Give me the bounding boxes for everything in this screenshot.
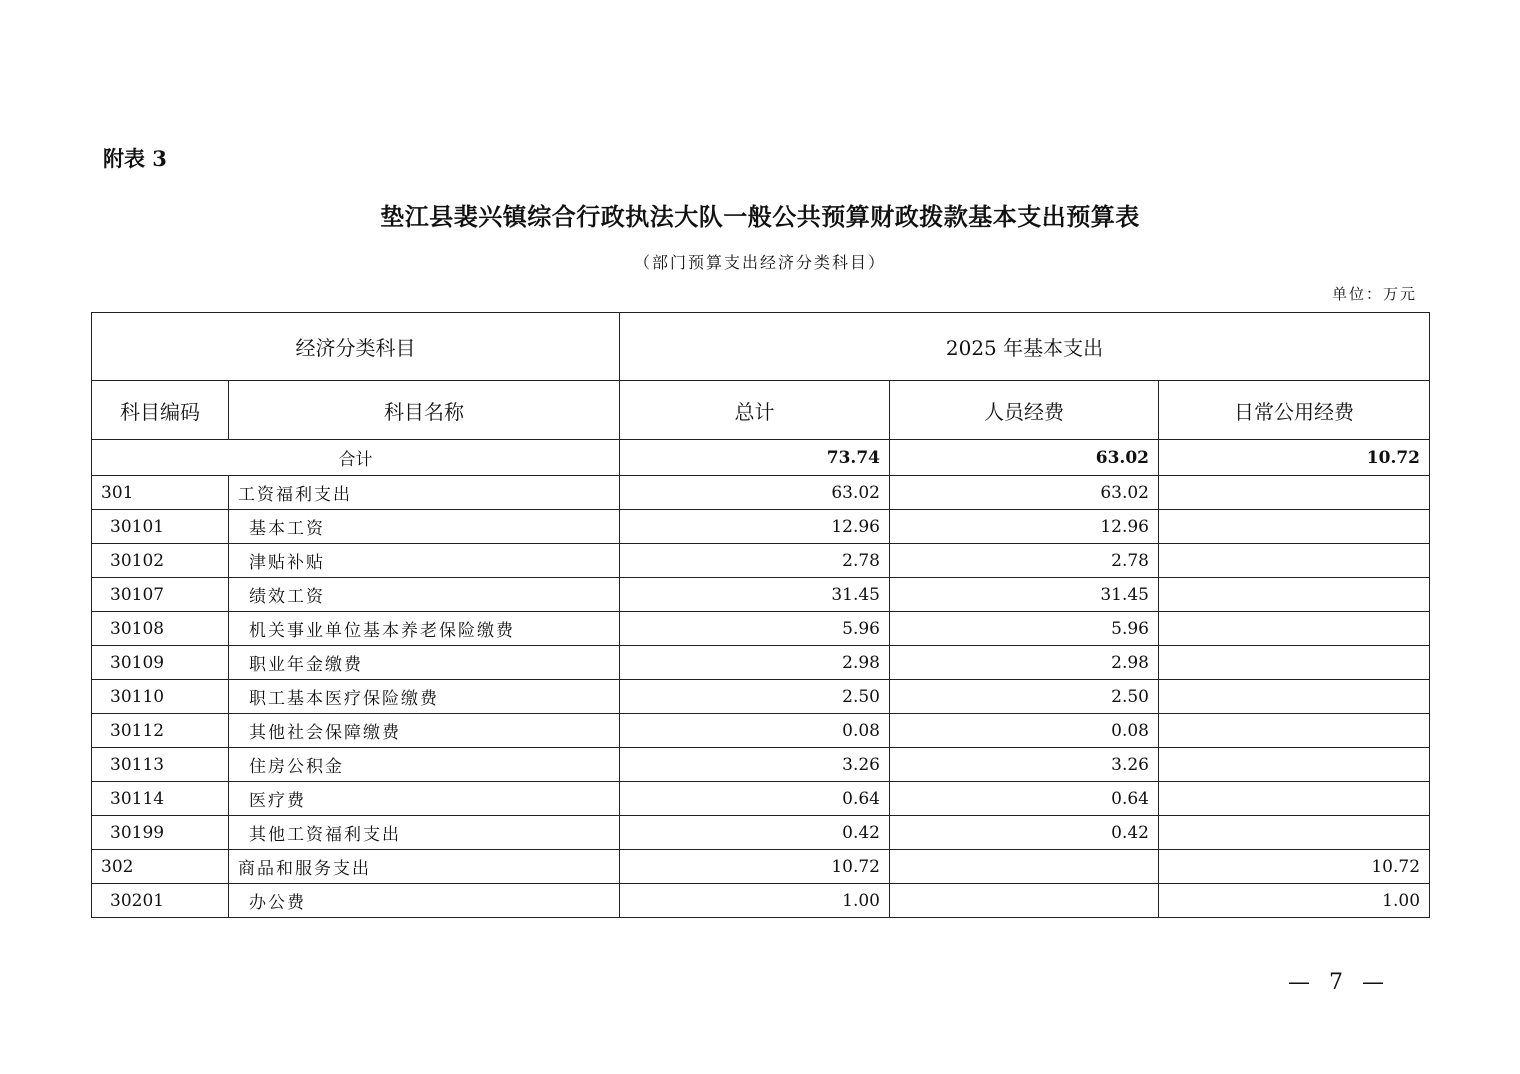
table-row <box>92 612 1430 646</box>
row-personnel-expense: 2.78 <box>890 544 1159 578</box>
row-subject-code: 30112 <box>92 714 229 748</box>
header-subject-name: 科目名称 <box>229 381 620 440</box>
row-subject-name: 绩效工资 <box>229 578 620 612</box>
row-public-expense <box>1159 646 1430 680</box>
row-total: 31.45 <box>620 578 890 612</box>
document-title: 垫江县裴兴镇综合行政执法大队一般公共预算财政拨款基本支出预算表 <box>380 202 1140 231</box>
row-total: 63.02 <box>620 476 890 510</box>
row-subject-name: 职工基本医疗保险缴费 <box>229 680 620 714</box>
row-personnel-expense <box>890 850 1159 884</box>
row-public-expense <box>1159 544 1430 578</box>
total-sum: 73.74 <box>620 440 890 476</box>
row-subject-name: 工资福利支出 <box>229 476 620 510</box>
table-row <box>92 884 1430 918</box>
row-public-expense <box>1159 476 1430 510</box>
row-subject-code: 30114 <box>92 782 229 816</box>
row-subject-name: 基本工资 <box>229 510 620 544</box>
row-subject-code: 301 <box>92 476 229 510</box>
table-row <box>92 850 1430 884</box>
row-subject-name: 其他工资福利支出 <box>229 816 620 850</box>
table-row <box>92 510 1430 544</box>
row-subject-name: 机关事业单位基本养老保险缴费 <box>229 612 620 646</box>
row-subject-name: 津贴补贴 <box>229 544 620 578</box>
row-personnel-expense: 0.64 <box>890 782 1159 816</box>
row-public-expense <box>1159 578 1430 612</box>
row-public-expense: 10.72 <box>1159 850 1430 884</box>
row-total: 2.98 <box>620 646 890 680</box>
row-total: 10.72 <box>620 850 890 884</box>
row-public-expense: 1.00 <box>1159 884 1430 918</box>
row-public-expense <box>1159 816 1430 850</box>
row-total: 2.78 <box>620 544 890 578</box>
row-personnel-expense: 2.98 <box>890 646 1159 680</box>
row-subject-name: 职业年金缴费 <box>229 646 620 680</box>
row-subject-name: 住房公积金 <box>229 748 620 782</box>
table-header-group-row <box>92 313 1430 381</box>
header-economic-classification: 经济分类科目 <box>92 313 620 381</box>
row-total: 1.00 <box>620 884 890 918</box>
row-personnel-expense: 5.96 <box>890 612 1159 646</box>
row-personnel-expense: 2.50 <box>890 680 1159 714</box>
table-total-row <box>92 440 1430 476</box>
row-subject-code: 30101 <box>92 510 229 544</box>
table-row <box>92 748 1430 782</box>
page-number: — 7 — <box>1288 970 1390 995</box>
row-subject-code: 30110 <box>92 680 229 714</box>
total-public: 10.72 <box>1159 440 1430 476</box>
row-personnel-expense: 63.02 <box>890 476 1159 510</box>
row-total: 12.96 <box>620 510 890 544</box>
row-subject-code: 30108 <box>92 612 229 646</box>
header-public-expense: 日常公用经费 <box>1159 381 1430 440</box>
row-public-expense <box>1159 748 1430 782</box>
row-public-expense <box>1159 714 1430 748</box>
row-personnel-expense: 3.26 <box>890 748 1159 782</box>
header-total: 总计 <box>620 381 890 440</box>
row-total: 0.08 <box>620 714 890 748</box>
table-row <box>92 680 1430 714</box>
row-subject-code: 30102 <box>92 544 229 578</box>
row-subject-code: 30199 <box>92 816 229 850</box>
table-header-row <box>92 381 1430 440</box>
budget-table <box>91 312 1430 918</box>
row-personnel-expense: 31.45 <box>890 578 1159 612</box>
row-personnel-expense <box>890 884 1159 918</box>
row-total: 0.42 <box>620 816 890 850</box>
row-subject-name: 商品和服务支出 <box>229 850 620 884</box>
row-subject-name: 医疗费 <box>229 782 620 816</box>
total-personnel: 63.02 <box>890 440 1159 476</box>
table-row <box>92 646 1430 680</box>
header-personnel-expense: 人员经费 <box>890 381 1159 440</box>
row-total: 3.26 <box>620 748 890 782</box>
table-row <box>92 544 1430 578</box>
table-row <box>92 782 1430 816</box>
row-total: 5.96 <box>620 612 890 646</box>
row-public-expense <box>1159 782 1430 816</box>
total-label: 合计 <box>92 440 620 476</box>
row-personnel-expense: 0.08 <box>890 714 1159 748</box>
row-subject-code: 30113 <box>92 748 229 782</box>
header-subject-code: 科目编码 <box>92 381 229 440</box>
table-row <box>92 476 1430 510</box>
document-subtitle: （部门预算支出经济分类科目） <box>633 253 886 272</box>
row-subject-code: 30109 <box>92 646 229 680</box>
row-subject-code: 30107 <box>92 578 229 612</box>
attachment-label: 附表 3 <box>103 146 167 171</box>
row-public-expense <box>1159 510 1430 544</box>
row-subject-name: 其他社会保障缴费 <box>229 714 620 748</box>
row-subject-code: 30201 <box>92 884 229 918</box>
row-subject-code: 302 <box>92 850 229 884</box>
header-basic-expenditure: 2025 年基本支出 <box>620 313 1430 381</box>
row-total: 0.64 <box>620 782 890 816</box>
row-subject-name: 办公费 <box>229 884 620 918</box>
row-public-expense <box>1159 680 1430 714</box>
row-public-expense <box>1159 612 1430 646</box>
table-row <box>92 816 1430 850</box>
row-total: 2.50 <box>620 680 890 714</box>
row-personnel-expense: 0.42 <box>890 816 1159 850</box>
unit-note: 单位：万元 <box>1331 285 1417 303</box>
row-personnel-expense: 12.96 <box>890 510 1159 544</box>
table-row <box>92 578 1430 612</box>
table-row <box>92 714 1430 748</box>
